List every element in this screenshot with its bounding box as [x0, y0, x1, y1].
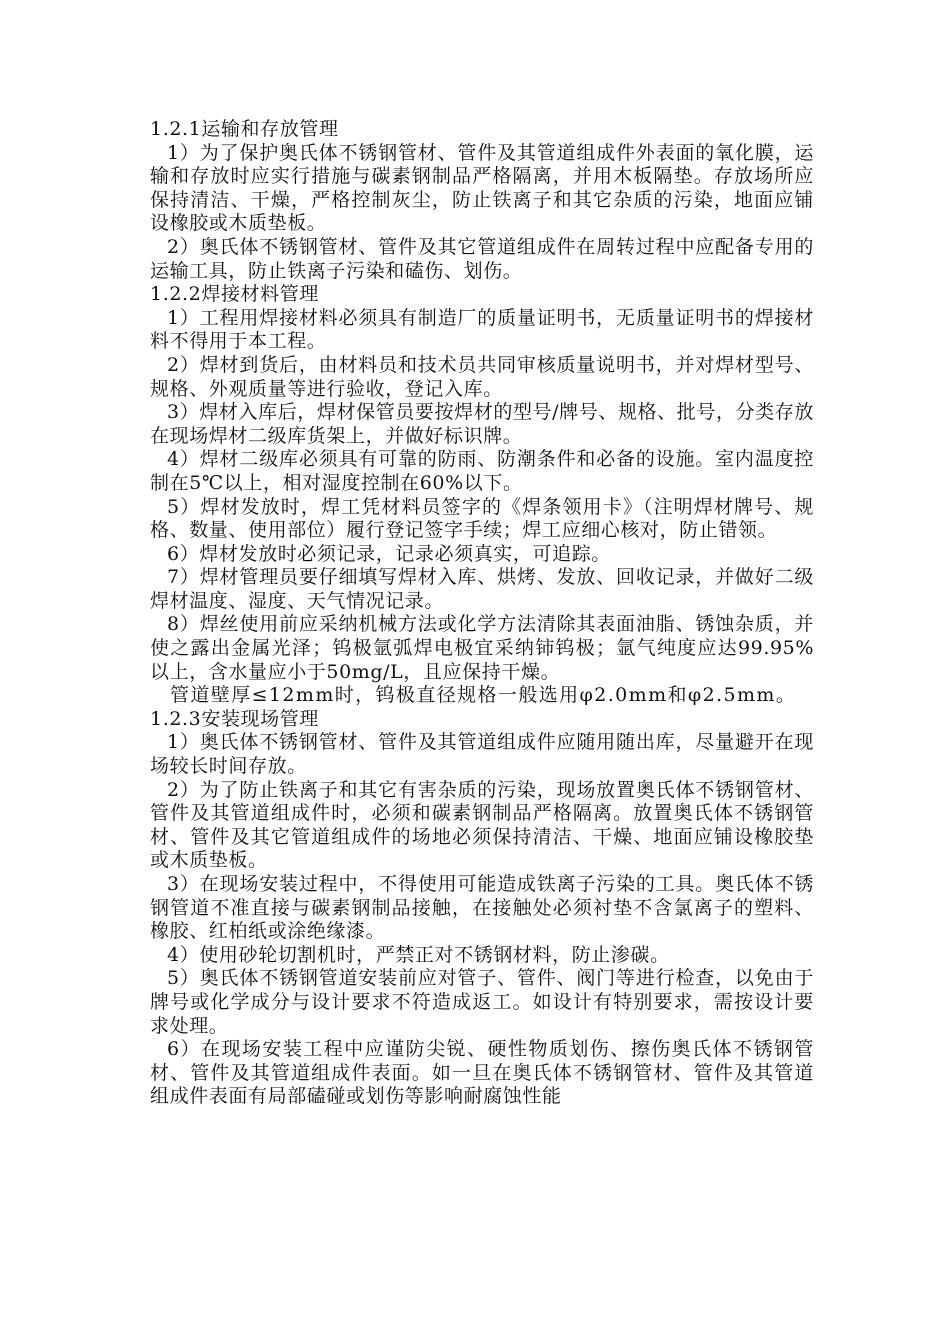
paragraph: 5）焊材发放时，焊工凭材料员签字的《焊条领用卡》（注明焊材牌号、规格、数量、使用部位）履行登记签字手续；焊工应细心核对，防止错领。 [150, 495, 814, 542]
paragraph: 2）奥氏体不锈钢管材、管件及其它管道组成件在周转过程中应配备专用的运输工具，防止铁离子污染和磕伤、划伤。 [150, 235, 814, 282]
section-transport-storage [150, 118, 814, 283]
paragraph: 3）焊材入库后，焊材保管员要按焊材的型号/牌号、规格、批号，分类存放在现场焊材二级库货架上，并做好标识牌。 [150, 401, 814, 447]
section-heading: 1.2.1运输和存放管理 [150, 118, 339, 140]
document-body [150, 118, 814, 1109]
paragraph: 2）为了防止铁离子和其它有害杂质的污染，现场放置奥氏体不锈钢管材、管件及其管道组成件时，必须和碳素钢制品严格隔离。放置奥氏体不锈钢管材、管件及其它管道组成件的场地必须保持清洁、干燥、地面应铺设橡胶垫或木质垫板。 [150, 778, 814, 872]
section-heading: 1.2.3安装现场管理 [150, 707, 319, 730]
paragraph: 6）在现场安装工程中应谨防尖锐、硬性物质划伤、擦伤奥氏体不锈钢管材、管件及其管道组成件表面。如一旦在奥氏体不锈钢管材、管件及其管道组成件表面有局部磕碰或划伤等影响耐腐蚀性能 [150, 1038, 814, 1108]
paragraph: 3）在现场安装过程中，不得使用可能造成铁离子污染的工具。奥氏体不锈钢管道不准直接与碳素钢制品接触，在接触处必须衬垫不含氯离子的塑料、橡胶、红柏纸或涂绝缘漆。 [150, 873, 814, 943]
paragraph: 1）为了保护奥氏体不锈钢管材、管件及其管道组成件外表面的氧化膜，运输和存放时应实行措施与碳素钢制品严格隔离，并用木板隔垫。存放场所应保持清洁、干燥，严格控制灰尘，防止铁离子和其它杂质的污染，地面应铺设橡胶或木质垫板。 [150, 141, 814, 235]
paragraph: 2）焊材到货后，由材料员和技术员共同审核质量说明书，并对焊材型号、规格、外观质量等进行验收，登记入库。 [150, 353, 814, 400]
paragraph: 5）奥氏体不锈钢管道安装前应对管子、管件、阀门等进行检查，以免由于牌号或化学成分与设计要求不符造成返工。如设计有特别要求，需按设计要求处理。 [150, 967, 814, 1037]
section-welding-materials [150, 283, 814, 708]
paragraph: 4）焊材二级库必须具有可靠的防雨、防潮条件和必备的设施。室内温度控制在5℃以上，相对湿度控制在60%以下。 [150, 448, 814, 494]
paragraph: 1）工程用焊接材料必须具有制造厂的质量证明书，无质量证明书的焊接材料不得用于本工程。 [150, 306, 814, 353]
paragraph: 1）奥氏体不锈钢管材、管件及其管道组成件应随用随出库，尽量避开在现场较长时间存放。 [150, 731, 814, 778]
paragraph: 8）焊丝使用前应采纳机械方法或化学方法清除其表面油脂、锈蚀杂质，并使之露出金属光泽；钨极氩弧焊电极宜采纳铈钨极；氩气纯度应达99.95%以上，含水量应小于50mg/L，且应保持干燥。 [150, 613, 814, 683]
paragraph: 4）使用砂轮切割机时，严禁正对不锈钢材料，防止渗碳。 [167, 943, 670, 966]
section-heading: 1.2.2焊接材料管理 [150, 283, 319, 306]
paragraph: 6）焊材发放时必须记录，记录必须真实，可追踪。 [167, 542, 611, 565]
paragraph: 管道壁厚≤12mm时，钨极直径规格一般选用φ2.0mm和φ2.5mm。 [170, 684, 797, 707]
paragraph: 7）焊材管理员要仔细填写焊材入库、烘烤、发放、回收记录，并做好二级焊材温度、湿度、天气情况记录。 [150, 566, 814, 612]
section-site-installation [150, 708, 814, 1109]
